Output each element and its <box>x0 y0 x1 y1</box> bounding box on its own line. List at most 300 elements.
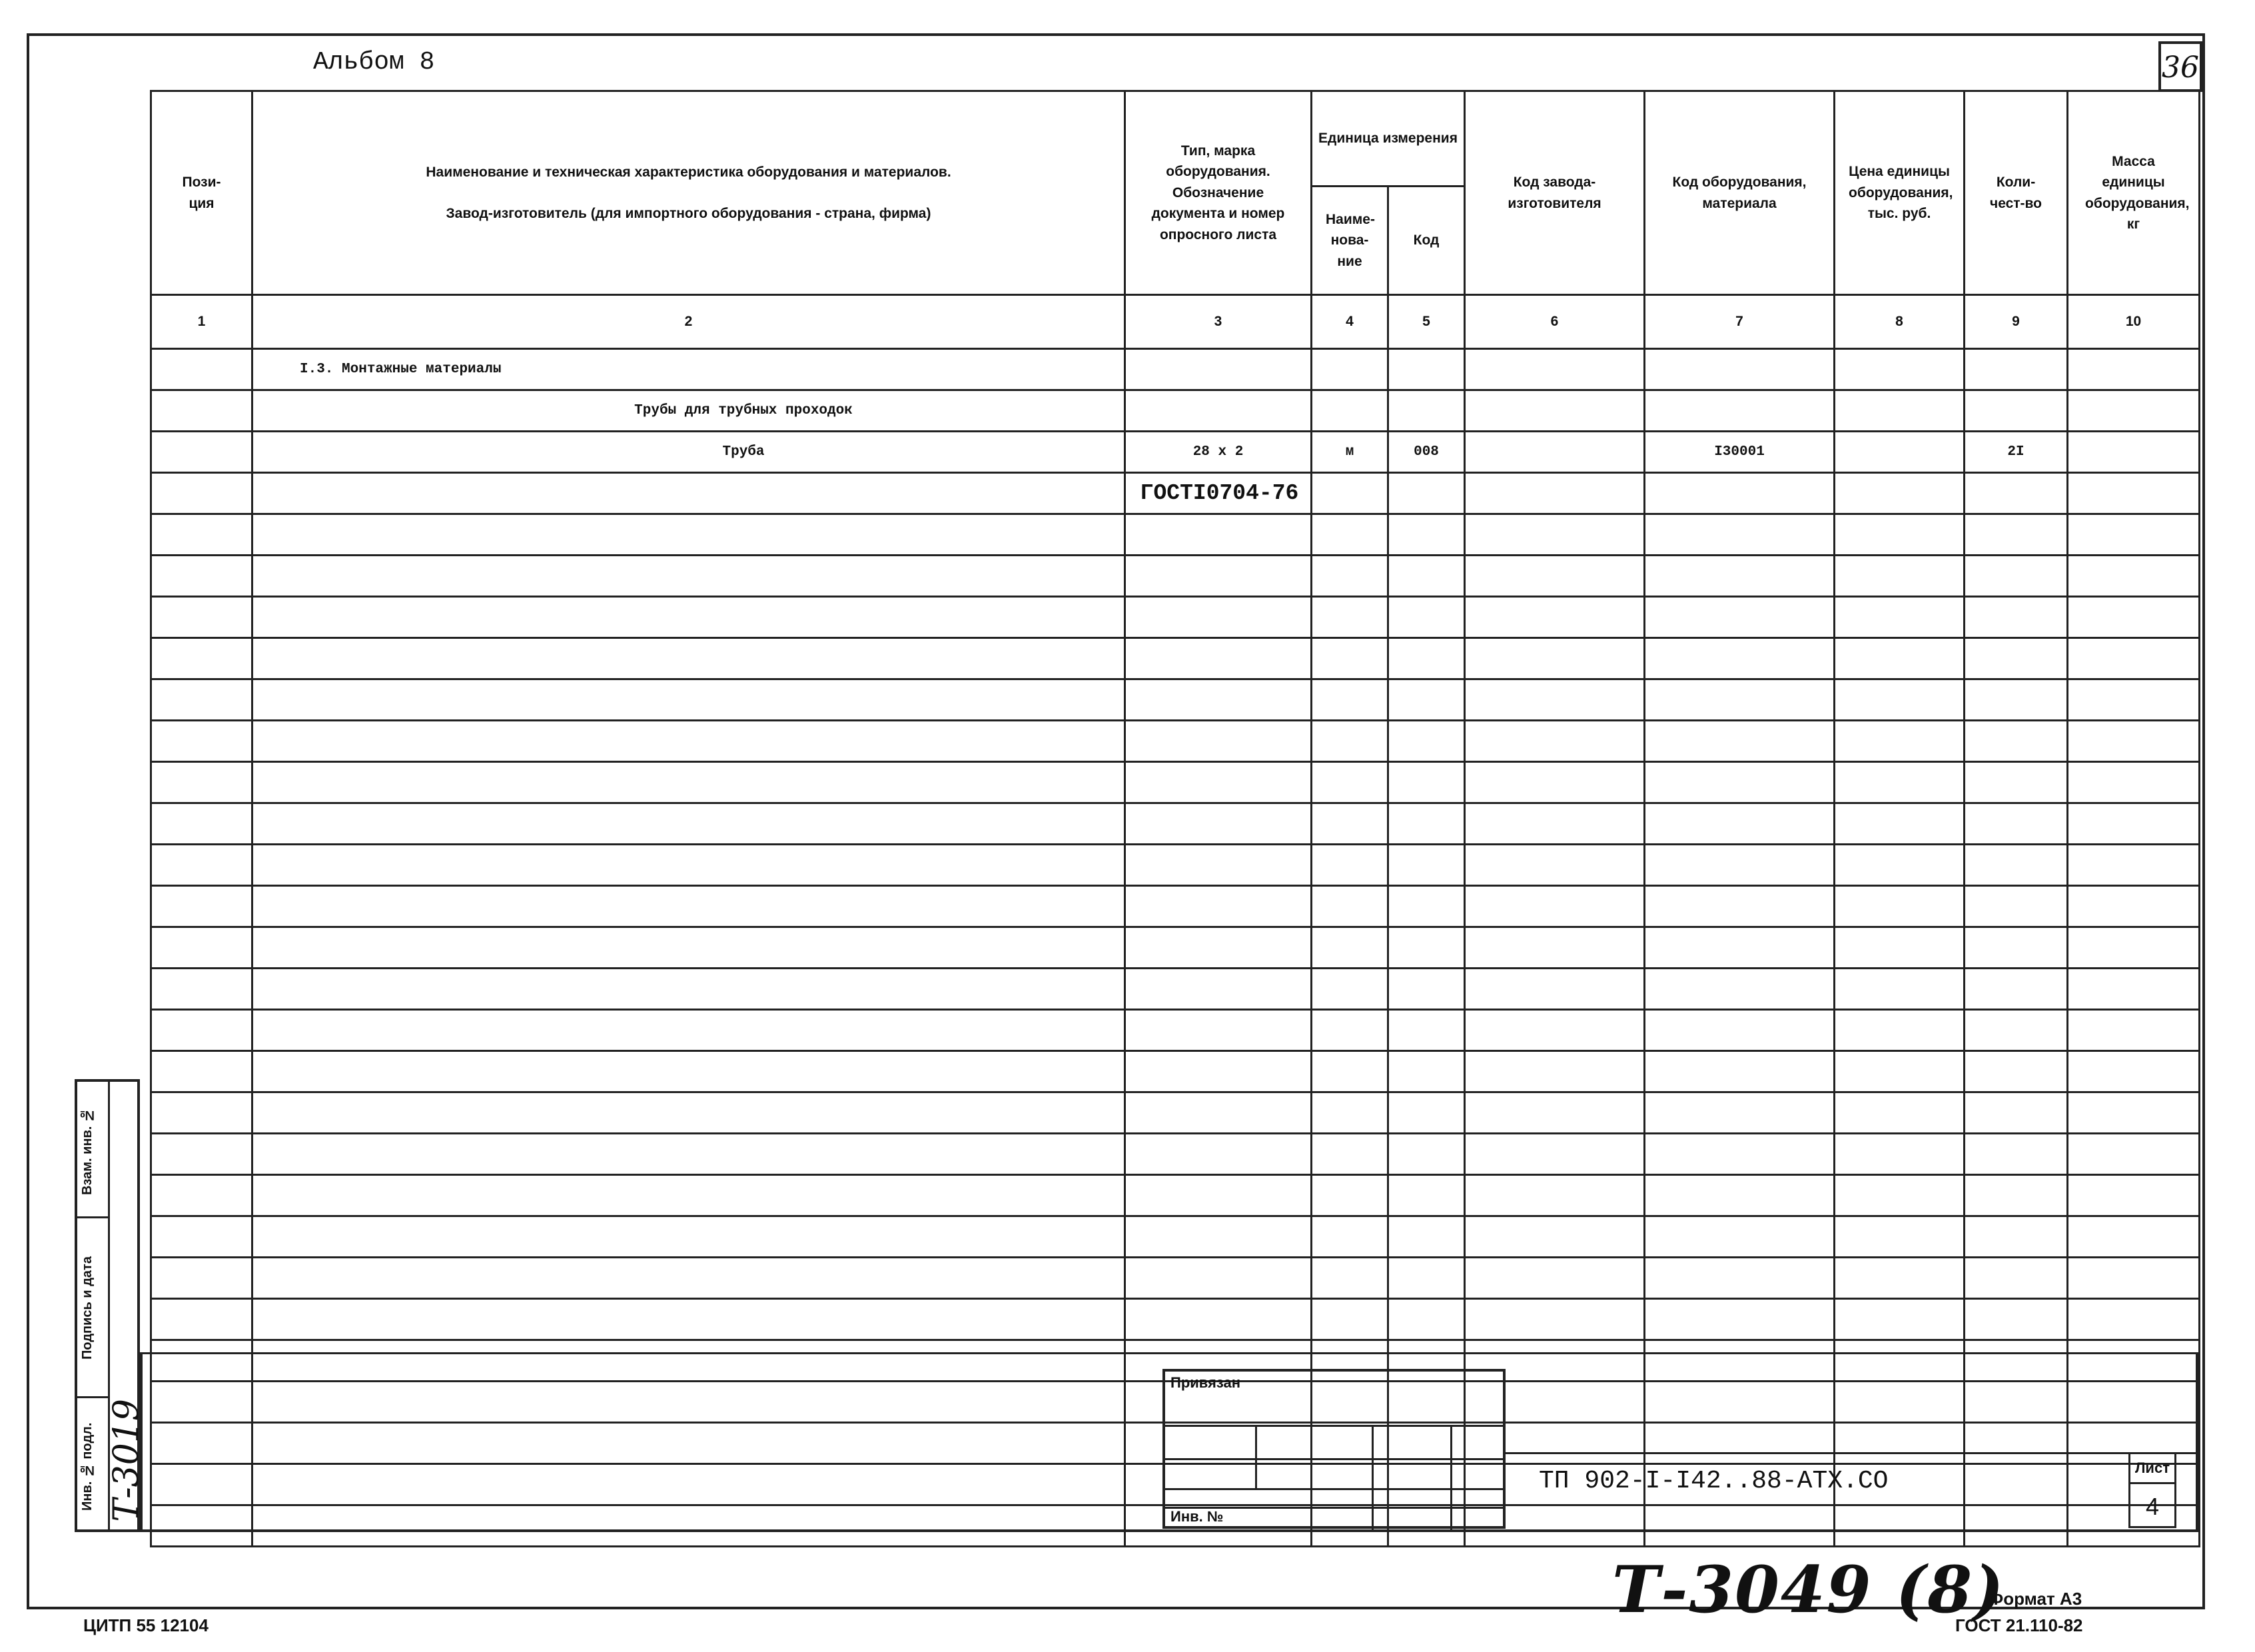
blank-cell <box>1645 721 1835 762</box>
blank-cell <box>1312 1175 1388 1216</box>
blank-row <box>151 845 2200 886</box>
blank-cell <box>1388 514 1465 556</box>
blank-cell <box>1465 762 1645 803</box>
blank-cell <box>1465 845 1645 886</box>
blank-cell <box>1965 927 2068 969</box>
blank-cell <box>1965 886 2068 927</box>
header-unit-code: Код <box>1388 187 1465 295</box>
blank-cell <box>1312 803 1388 845</box>
blank-cell <box>1125 679 1312 721</box>
blank-cell <box>1965 638 2068 679</box>
blank-cell <box>1465 1299 1645 1340</box>
cell-unit-code <box>1388 349 1465 390</box>
blank-cell <box>151 514 252 556</box>
blank-cell <box>1835 1092 1965 1134</box>
cell-unit-code <box>1388 473 1465 514</box>
blank-cell <box>151 556 252 597</box>
blank-cell <box>2068 514 2200 556</box>
blank-cell <box>1125 845 1312 886</box>
tb-line <box>1450 1425 1452 1531</box>
cell-name: Труба <box>252 432 1125 473</box>
blank-cell <box>1645 1216 1835 1258</box>
column-number: 2 <box>252 295 1125 349</box>
blank-row <box>151 762 2200 803</box>
cell-unit: м <box>1312 432 1388 473</box>
blank-cell <box>1965 679 2068 721</box>
blank-cell <box>1388 969 1465 1010</box>
blank-cell <box>252 1299 1125 1340</box>
blank-cell <box>252 927 1125 969</box>
blank-cell <box>1312 969 1388 1010</box>
cell-position <box>151 432 252 473</box>
cell-price <box>1835 390 1965 432</box>
blank-cell <box>1312 1258 1388 1299</box>
blank-cell <box>151 1010 252 1051</box>
blank-cell <box>252 845 1125 886</box>
cell-type <box>1125 349 1312 390</box>
blank-cell <box>1312 1134 1388 1175</box>
doc-line <box>1506 1452 2198 1454</box>
blank-row <box>151 927 2200 969</box>
cell-code <box>1645 473 1835 514</box>
blank-cell <box>1125 886 1312 927</box>
header-price: Цена единицы оборудования, тыс. руб. <box>1835 91 1965 295</box>
stamp-code: Т-3049 (8) <box>1612 1552 2005 1627</box>
blank-cell <box>1388 679 1465 721</box>
blank-cell <box>1965 1258 2068 1299</box>
blank-cell <box>1125 556 1312 597</box>
blank-cell <box>252 886 1125 927</box>
blank-cell <box>1312 762 1388 803</box>
table-row <box>151 473 2200 514</box>
blank-cell <box>252 1134 1125 1175</box>
blank-cell <box>1835 762 1965 803</box>
blank-cell <box>1965 1134 2068 1175</box>
blank-cell <box>2068 679 2200 721</box>
blank-cell <box>151 679 252 721</box>
blank-cell <box>1965 1092 2068 1134</box>
blank-cell <box>252 514 1125 556</box>
blank-cell <box>1312 721 1388 762</box>
blank-row <box>151 1175 2200 1216</box>
blank-cell <box>1965 1010 2068 1051</box>
blank-row <box>151 803 2200 845</box>
cell-maker <box>1465 390 1645 432</box>
cell-mass <box>2068 432 2200 473</box>
blank-cell <box>1645 1299 1835 1340</box>
blank-cell <box>1465 1175 1645 1216</box>
cell-qty <box>1965 390 2068 432</box>
blank-cell <box>1835 556 1965 597</box>
cell-type <box>1125 390 1312 432</box>
blank-cell <box>151 721 252 762</box>
cell-code <box>1645 349 1835 390</box>
blank-cell <box>1835 1299 1965 1340</box>
blank-cell <box>151 762 252 803</box>
blank-row <box>151 638 2200 679</box>
blank-cell <box>1645 803 1835 845</box>
blank-cell <box>151 1134 252 1175</box>
blank-cell <box>2068 845 2200 886</box>
cell-price <box>1835 432 1965 473</box>
tb-line <box>1255 1425 1257 1489</box>
blank-cell <box>151 1175 252 1216</box>
blank-cell <box>151 969 252 1010</box>
list-box <box>2128 1452 2176 1528</box>
cell-maker <box>1465 432 1645 473</box>
blank-cell <box>1645 927 1835 969</box>
blank-row <box>151 556 2200 597</box>
blank-cell <box>1645 1051 1835 1092</box>
header-mass: Масса единицы оборудования, кг <box>2068 91 2200 295</box>
blank-cell <box>1125 597 1312 638</box>
column-number: 4 <box>1312 295 1388 349</box>
blank-cell <box>2068 1258 2200 1299</box>
cell-maker <box>1465 473 1645 514</box>
cell-unit <box>1312 473 1388 514</box>
header-position: Пози- ция <box>151 91 252 295</box>
column-number: 6 <box>1465 295 1645 349</box>
blank-cell <box>1835 679 1965 721</box>
blank-cell <box>252 1092 1125 1134</box>
blank-cell <box>1388 638 1465 679</box>
cell-unit-code: 008 <box>1388 432 1465 473</box>
format-label: Формат А3 <box>1989 1589 2082 1609</box>
blank-cell <box>1465 1258 1645 1299</box>
blank-cell <box>1645 969 1835 1010</box>
column-number: 1 <box>151 295 252 349</box>
header-name <box>252 91 1125 295</box>
header-name-line1: Наименование и техническая характеристика оборудования и материалов. <box>426 165 951 180</box>
blank-row <box>151 1092 2200 1134</box>
blank-cell <box>1312 1216 1388 1258</box>
blank-cell <box>1835 1216 1965 1258</box>
blank-cell <box>1125 1258 1312 1299</box>
blank-row <box>151 597 2200 638</box>
blank-cell <box>2068 803 2200 845</box>
blank-cell <box>252 1051 1125 1092</box>
cell-name: I.3. Монтажные материалы <box>252 349 1125 390</box>
privyazan-label: Привязан <box>1170 1374 1241 1391</box>
blank-cell <box>1465 969 1645 1010</box>
cell-unit <box>1312 390 1388 432</box>
album-label: Альбом 8 <box>313 48 435 77</box>
header-maker-code: Код завода-изготовителя <box>1465 91 1645 295</box>
blank-row <box>151 1216 2200 1258</box>
cell-type: 28 x 2 <box>1125 432 1312 473</box>
blank-cell <box>252 556 1125 597</box>
blank-cell <box>151 803 252 845</box>
blank-cell <box>1125 969 1312 1010</box>
cell-price <box>1835 473 1965 514</box>
blank-cell <box>1835 1051 1965 1092</box>
blank-cell <box>1465 927 1645 969</box>
blank-cell <box>1125 1175 1312 1216</box>
blank-cell <box>2068 762 2200 803</box>
blank-cell <box>2068 886 2200 927</box>
blank-cell <box>1388 597 1465 638</box>
cell-unit-code <box>1388 390 1465 432</box>
blank-cell <box>1388 762 1465 803</box>
blank-cell <box>1835 886 1965 927</box>
blank-cell <box>1645 886 1835 927</box>
blank-row <box>151 1010 2200 1051</box>
blank-cell <box>1312 556 1388 597</box>
blank-cell <box>1645 597 1835 638</box>
blank-cell <box>1465 1134 1645 1175</box>
blank-cell <box>1465 679 1645 721</box>
blank-cell <box>1965 845 2068 886</box>
blank-cell <box>1312 1051 1388 1092</box>
blank-cell <box>2068 1216 2200 1258</box>
blank-cell <box>1965 597 2068 638</box>
header-quantity: Коли-чест-во <box>1965 91 2068 295</box>
blank-cell <box>1465 886 1645 927</box>
blank-cell <box>1125 1216 1312 1258</box>
handwritten-inventory: Т-3019 <box>107 1399 147 1522</box>
blank-cell <box>1965 514 2068 556</box>
cell-qty <box>1965 349 2068 390</box>
blank-cell <box>1125 514 1312 556</box>
blank-cell <box>2068 1092 2200 1134</box>
table-row <box>151 432 2200 473</box>
blank-cell <box>1465 597 1645 638</box>
blank-cell <box>1965 1299 2068 1340</box>
column-number: 10 <box>2068 295 2200 349</box>
blank-cell <box>1125 1010 1312 1051</box>
blank-cell <box>1312 927 1388 969</box>
blank-cell <box>252 803 1125 845</box>
blank-cell <box>252 679 1125 721</box>
blank-cell <box>1388 1051 1465 1092</box>
blank-cell <box>1835 514 1965 556</box>
cell-unit <box>1312 349 1388 390</box>
blank-cell <box>1645 845 1835 886</box>
blank-cell <box>1388 1010 1465 1051</box>
blank-cell <box>1388 1216 1465 1258</box>
blank-cell <box>1835 927 1965 969</box>
cell-name <box>252 473 1125 514</box>
blank-cell <box>1125 638 1312 679</box>
blank-row <box>151 1134 2200 1175</box>
blank-cell <box>1388 1258 1465 1299</box>
blank-cell <box>1965 721 2068 762</box>
blank-cell <box>252 1258 1125 1299</box>
blank-cell <box>1465 1010 1645 1051</box>
blank-cell <box>252 1010 1125 1051</box>
blank-cell <box>1835 1010 1965 1051</box>
blank-cell <box>2068 1175 2200 1216</box>
blank-cell <box>1388 845 1465 886</box>
blank-cell <box>1645 1175 1835 1216</box>
blank-cell <box>1388 803 1465 845</box>
blank-cell <box>151 1258 252 1299</box>
blank-cell <box>252 597 1125 638</box>
blank-row <box>151 886 2200 927</box>
blank-cell <box>1312 514 1388 556</box>
cell-position <box>151 349 252 390</box>
blank-cell <box>1645 556 1835 597</box>
blank-cell <box>1125 1051 1312 1092</box>
cell-mass <box>2068 349 2200 390</box>
blank-cell <box>252 969 1125 1010</box>
blank-cell <box>151 927 252 969</box>
blank-cell <box>2068 1299 2200 1340</box>
blank-cell <box>2068 721 2200 762</box>
blank-cell <box>151 1216 252 1258</box>
blank-cell <box>1465 1092 1645 1134</box>
blank-row <box>151 1299 2200 1340</box>
blank-cell <box>252 1216 1125 1258</box>
blank-cell <box>1312 845 1388 886</box>
blank-cell <box>1465 514 1645 556</box>
blank-cell <box>1125 762 1312 803</box>
cell-mass <box>2068 473 2200 514</box>
cell-mass <box>2068 390 2200 432</box>
header-equipment-code: Код оборудования, материала <box>1645 91 1835 295</box>
blank-cell <box>1965 1175 2068 1216</box>
blank-cell <box>1835 721 1965 762</box>
blank-cell <box>151 1092 252 1134</box>
blank-row <box>151 969 2200 1010</box>
blank-cell <box>1312 886 1388 927</box>
column-number: 3 <box>1125 295 1312 349</box>
cell-code <box>1645 390 1835 432</box>
blank-cell <box>1388 556 1465 597</box>
blank-cell <box>1465 1216 1645 1258</box>
blank-cell <box>1465 556 1645 597</box>
blank-cell <box>1835 845 1965 886</box>
cell-name: Трубы для трубных проходок <box>252 390 1125 432</box>
blank-cell <box>1965 762 2068 803</box>
blank-cell <box>2068 597 2200 638</box>
blank-cell <box>1835 803 1965 845</box>
blank-cell <box>1388 1175 1465 1216</box>
blank-cell <box>1645 1258 1835 1299</box>
tb-line <box>1372 1425 1374 1531</box>
blank-cell <box>1125 721 1312 762</box>
cell-type: ГОСТI0704-76 <box>1125 473 1312 514</box>
cell-qty: 2I <box>1965 432 2068 473</box>
citp-label: ЦИТП 55 12104 <box>83 1615 209 1635</box>
blank-cell <box>151 886 252 927</box>
inv-no-label: Инв. № <box>1170 1508 1224 1525</box>
column-number: 9 <box>1965 295 2068 349</box>
blank-cell <box>2068 1134 2200 1175</box>
cell-position <box>151 390 252 432</box>
blank-cell <box>151 597 252 638</box>
table-row <box>151 390 2200 432</box>
cell-position <box>151 473 252 514</box>
blank-cell <box>1388 1092 1465 1134</box>
blank-cell <box>1645 638 1835 679</box>
blank-cell <box>1125 1092 1312 1134</box>
blank-cell <box>1835 1175 1965 1216</box>
blank-cell <box>1645 514 1835 556</box>
blank-cell <box>2068 638 2200 679</box>
blank-cell <box>1125 1299 1312 1340</box>
blank-row <box>151 679 2200 721</box>
privyazan-block <box>1162 1369 1506 1529</box>
table-row <box>151 349 2200 390</box>
blank-cell <box>2068 556 2200 597</box>
blank-cell <box>1835 597 1965 638</box>
blank-cell <box>1645 1092 1835 1134</box>
blank-row <box>151 1258 2200 1299</box>
header-unit-name: Наиме-нова-ние <box>1312 187 1388 295</box>
cell-qty <box>1965 473 2068 514</box>
blank-cell <box>2068 1051 2200 1092</box>
blank-cell <box>252 1175 1125 1216</box>
blank-cell <box>1312 597 1388 638</box>
blank-cell <box>151 845 252 886</box>
blank-cell <box>1388 721 1465 762</box>
blank-cell <box>1465 1051 1645 1092</box>
blank-cell <box>1388 1134 1465 1175</box>
blank-cell <box>1388 927 1465 969</box>
blank-cell <box>1645 679 1835 721</box>
cell-price <box>1835 349 1965 390</box>
column-number: 8 <box>1835 295 1965 349</box>
blank-cell <box>1835 969 1965 1010</box>
column-number: 5 <box>1388 295 1465 349</box>
column-numbers-row <box>151 295 2200 349</box>
blank-cell <box>1835 638 1965 679</box>
blank-cell <box>1312 1010 1388 1051</box>
blank-cell <box>1965 1216 2068 1258</box>
blank-cell <box>1465 803 1645 845</box>
blank-cell <box>151 1051 252 1092</box>
blank-cell <box>2068 927 2200 969</box>
blank-cell <box>1645 762 1835 803</box>
blank-cell <box>1388 1299 1465 1340</box>
side-label-vzam: Взам. инв. № <box>80 1108 95 1196</box>
blank-cell <box>2068 969 2200 1010</box>
blank-cell <box>151 638 252 679</box>
blank-row <box>151 1051 2200 1092</box>
blank-row <box>151 721 2200 762</box>
blank-row <box>151 514 2200 556</box>
blank-cell <box>1965 556 2068 597</box>
cell-code: I30001 <box>1645 432 1835 473</box>
side-label-inv: Инв. № подл. <box>80 1422 95 1511</box>
list-value: 4 <box>2145 1493 2160 1520</box>
list-label: Лист <box>2130 1454 2174 1484</box>
blank-cell <box>1645 1134 1835 1175</box>
blank-cell <box>1465 638 1645 679</box>
blank-cell <box>1312 679 1388 721</box>
cell-maker <box>1465 349 1645 390</box>
blank-cell <box>1965 1051 2068 1092</box>
sheet-number: 36 <box>2158 41 2202 92</box>
blank-cell <box>2068 1010 2200 1051</box>
header-name-line2: Завод-изготовитель (для импортного оборудования - страна, фирма) <box>446 205 931 221</box>
specification-table <box>150 90 2200 1547</box>
blank-cell <box>1465 721 1645 762</box>
blank-cell <box>151 1299 252 1340</box>
blank-cell <box>1835 1258 1965 1299</box>
blank-cell <box>1965 969 2068 1010</box>
blank-cell <box>1312 1299 1388 1340</box>
document-code: ТП 902-I-I42..88-АТХ.СО <box>1539 1467 1889 1495</box>
blank-cell <box>1125 803 1312 845</box>
blank-cell <box>1312 638 1388 679</box>
blank-cell <box>1835 1134 1965 1175</box>
blank-cell <box>1125 1134 1312 1175</box>
column-number: 7 <box>1645 295 1835 349</box>
blank-cell <box>1965 803 2068 845</box>
side-label-podpis: Подпись и дата <box>80 1256 95 1360</box>
